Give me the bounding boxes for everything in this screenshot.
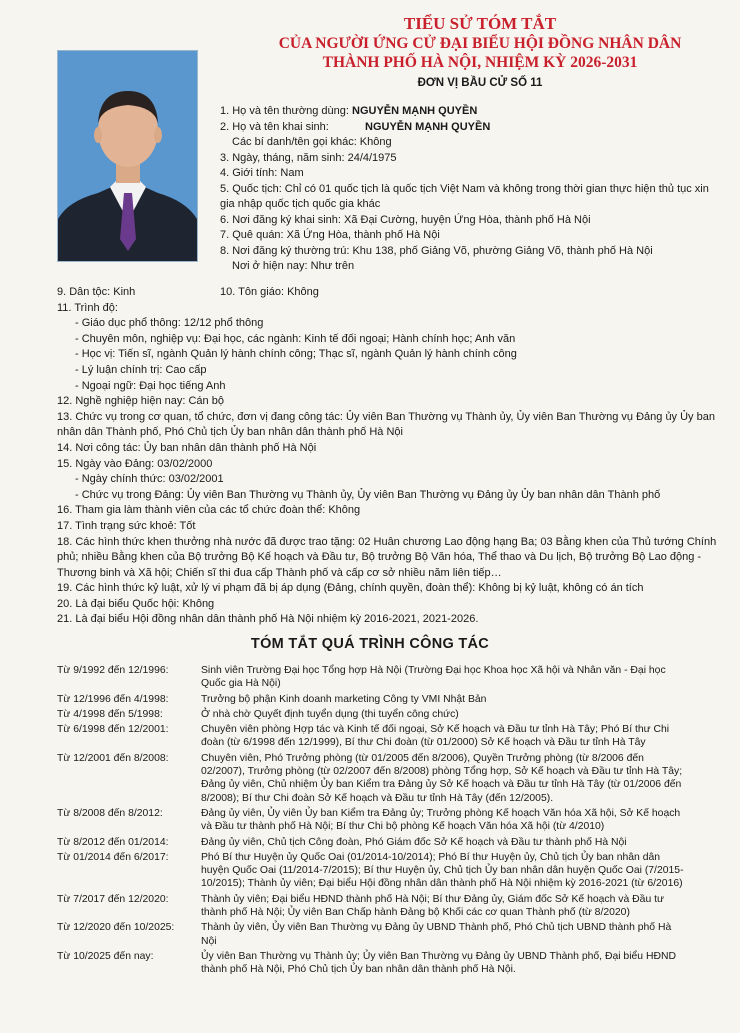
current-residence: Nơi ở hiện nay: Như trên: [232, 260, 355, 272]
timeline-period: Từ 8/2008 đến 8/2012:: [57, 807, 163, 819]
timeline-description: Thành ủy viên; Đại biểu HĐND thành phố Hà Nội; Bí thư Đảng ủy, Giám đốc Sở Kế hoạch và Đầu tư thành phố Hà Nội; Ủy viên Ban Chấp hành Đảng bộ Khối các cơ quan Thành phố (từ 8/2020): [201, 893, 664, 919]
timeline-row: [57, 664, 687, 691]
career-summary-title: TÓM TẮT QUÁ TRÌNH CÔNG TÁC: [250, 636, 490, 652]
timeline-row: [57, 851, 687, 891]
date-of-birth: 3. Ngày, tháng, năm sinh: 24/4/1975: [220, 151, 397, 164]
electoral-unit: ĐƠN VỊ BẦU CỬ SỐ 11: [417, 77, 543, 89]
timeline-period: Từ 8/2012 đến 01/2014:: [57, 836, 169, 848]
common-name-label: 1. Họ và tên thường dùng:: [220, 105, 349, 117]
hometown: 7. Quê quán: Xã Ứng Hòa, thành phố Hà Nội: [220, 229, 440, 241]
document-subtitle-2: THÀNH PHỐ HÀ NỘI, NHIỆM KỲ 2026-2031: [322, 54, 638, 71]
gender: 4. Giới tính: Nam: [220, 167, 304, 179]
personal-info-block: [220, 104, 720, 275]
academic-degree: - Học vị: Tiến sĩ, ngành Quản lý hành chính công; Thạc sĩ, ngành Quản lý hành chính công: [75, 348, 517, 361]
timeline-row: [57, 921, 687, 948]
health-status: 17. Tình trạng sức khoẻ: Tốt: [57, 519, 196, 532]
timeline-period: Từ 12/2020 đến 10/2025:: [57, 922, 175, 934]
timeline-row: [57, 893, 687, 920]
timeline-description: Đảng ủy viên, Ủy viên Ủy ban Kiểm tra Đảng ủy; Trưởng phòng Kế hoạch Văn hóa Xã hội, Sở Kế hoạch và Đầu tư thành phố Hà Nội; Bí thư Chi bộ phòng Kế hoạch Văn hóa Xã hội (từ 4/2010): [201, 807, 681, 833]
timeline-description: Thành ủy viên, Ủy viên Ban Thường vụ Đảng ủy UBND Thành phố, Phó Chủ tịch UBND thành phố Hà Nội: [201, 922, 672, 947]
current-occupation: 12. Nghề nghiệp hiện nay: Cán bộ: [57, 395, 224, 408]
permanent-residence: 8. Nơi đăng ký thường trú: Khu 138, phố Giảng Võ, phường Giảng Võ, thành phố Hà Nội: [220, 244, 653, 257]
national-assembly-member: 20. Là đại biểu Quốc hội: Không: [57, 597, 215, 610]
birth-registration-place: 6. Nơi đăng ký khai sinh: Xã Đại Cường, huyện Ứng Hòa, thành phố Hà Nội: [220, 213, 591, 226]
timeline-row: [57, 807, 687, 834]
education-heading: 11. Trình độ:: [57, 301, 118, 314]
workplace: 14. Nơi công tác: Ủy ban nhân dân thành phố Hà Nội: [57, 441, 317, 454]
timeline-period: Từ 9/1992 đến 12/1996:: [57, 665, 169, 676]
birth-name-value: NGUYỄN MẠNH QUYỀN: [365, 120, 491, 133]
awards: 18. Các hình thức khen thưởng nhà nước đã được trao tặng: 02 Huân chương Lao động hạng Ba; 03 Bằng khen của Thủ tướng Chính phủ; nhiều Bằng khen của Bộ trưởng Bộ Kế hoạch và Đầu tư, Bộ trưởng Bộ Văn hóa, Thể thao và Du lịch, Bộ trưởng Bộ Lao động - Thương binh và Xã hội; Chiến sĩ thi đua cấp Thành phố và cấp cơ sở nhiều năm liên tiếp…: [57, 535, 717, 579]
timeline-period: Từ 10/2025 đến nay:: [57, 950, 154, 962]
foreign-language: - Ngoại ngữ: Đại học tiếng Anh: [75, 379, 226, 392]
timeline-row: [57, 836, 687, 849]
candidate-portrait-photo: [57, 50, 198, 262]
current-position: 13. Chức vụ trong cơ quan, tổ chức, đơn vị đang công tác: Ủy viên Ban Thường vụ Thành ủy, Ủy viên Ban Thường vụ Đảng ủy Ủy ban nhân dân Thành phố, Phó Chủ tịch Ủy ban nhân dân thành phố Hà Nội: [57, 410, 715, 439]
common-name-value: NGUYỄN MẠNH QUYỀN: [352, 105, 478, 117]
timeline-description: Chuyên viên phòng Hợp tác và Kinh tế đối ngoại, Sở Kế hoạch và Đầu tư tỉnh Hà Tây; Phó Bí thư Chi đoàn (từ 6/1998 đến 12/1999), Bí thư Chi đoàn (từ 01/2000) Sở Kế hoạch và Đầu tư tỉnh Hà Tây: [201, 724, 670, 749]
religion: 10. Tôn giáo: Không: [220, 286, 319, 298]
council-membership: 21. Là đại biểu Hội đồng nhân dân thành phố Hà Nội nhiệm kỳ 2016-2021, 2021-2026.: [57, 613, 479, 626]
document-title: TIỂU SỬ TÓM TẮT: [403, 14, 557, 33]
party-position: - Chức vụ trong Đảng: Ủy viên Ban Thường vụ Thành ủy, Ủy viên Ban Thường vụ Đảng ủy Ủy ban nhân dân Thành phố: [75, 488, 661, 501]
career-timeline: [57, 664, 687, 979]
birth-name-label: 2. Họ và tên khai sinh:: [220, 120, 329, 133]
party-admission-date: 15. Ngày vào Đảng: 03/02/2000: [57, 457, 213, 470]
professional-qualification: - Chuyên môn, nghiệp vụ: Đại học, các ngành: Kinh tế đối ngoại; Hành chính học; Anh văn: [75, 332, 516, 345]
document-header: [240, 14, 720, 92]
official-party-date: - Ngày chính thức: 03/02/2001: [75, 473, 224, 486]
timeline-period: Từ 12/2001 đến 8/2008:: [57, 752, 169, 764]
timeline-period: Từ 7/2017 đến 12/2020:: [57, 893, 169, 905]
timeline-description: Sinh viên Trường Đại học Tổng hợp Hà Nội (Trường Đại học Khoa học Xã hội và Nhân văn - Đại học Quốc gia Hà Nội): [201, 665, 666, 690]
timeline-period: Từ 4/1998 đến 5/1998:: [57, 708, 163, 720]
timeline-description: Ở nhà chờ Quyết định tuyển dụng (thi tuyển công chức): [201, 708, 459, 720]
political-theory: - Lý luận chính trị: Cao cấp: [75, 363, 207, 376]
timeline-description: Phó Bí thư Huyện ủy Quốc Oai (01/2014-10/2014); Phó Bí thư Huyện ủy, Chủ tịch Ủy ban nhân dân huyện Quốc Oai (11/2014-7/2015); Bí thư Huyện ủy, Chủ tịch Ủy ban nhân dân huyện Quốc Oai (7/2015-10/2015); Thành ủy viên; Đại biểu Hội đồng nhân dân thành phố Hà Nội nhiệm kỳ 2016-2021 (từ 6/2016): [201, 851, 684, 890]
portrait-illustration: [58, 51, 197, 261]
timeline-row: [57, 723, 687, 750]
timeline-description: Trưởng bộ phận Kinh doanh marketing Công ty VMI Nhật Bản: [201, 693, 487, 705]
disciplinary-record: 19. Các hình thức kỷ luật, xử lý vi phạm đã bị áp dụng (Đảng, chính quyền, đoàn thể): Không bị kỷ luật, không có án tích: [57, 582, 644, 595]
general-education: - Giáo dục phổ thông: 12/12 phổ thông: [75, 317, 264, 330]
document-subtitle-1: CỦA NGƯỜI ỨNG CỬ ĐẠI BIỂU HỘI ĐỒNG NHÂN DÂN: [278, 35, 682, 52]
nationality: 5. Quốc tịch: Chỉ có 01 quốc tịch là quốc tịch Việt Nam và không trong thời gian thực hiện thủ tục xin gia nhập quốc tịch quốc gia khác: [220, 182, 709, 210]
timeline-row: [57, 950, 687, 977]
timeline-row: [57, 752, 687, 805]
details-list: [57, 285, 727, 628]
timeline-description: Đảng ủy viên, Chủ tịch Công đoàn, Phó Giám đốc Sở Kế hoạch và Đầu tư thành phố Hà Nội: [201, 836, 627, 848]
organization-membership: 16. Tham gia làm thành viên của các tổ chức đoàn thể: Không: [57, 504, 361, 517]
timeline-description: Ủy viên Ban Thường vụ Thành ủy; Ủy viên Ban Thường vụ Đảng ủy UBND Thành phố, Đại biểu HĐND thành phố Hà Nội, Phó Chủ tịch Ủy ban nhân dân thành phố Hà Nội.: [201, 950, 676, 976]
timeline-description: Chuyên viên, Phó Trưởng phòng (từ 01/2005 đến 8/2006), Quyền Trưởng phòng (từ 8/2006 đến 02/2007), Trưởng phòng (từ 02/2007 đến 8/2008) phòng Tổng hợp, Sở Kế hoạch và Đầu tư tỉnh Hà Tây; Đảng ủy viên, Chủ nhiệm Ủy ban Kiểm tra Đảng ủy Sở Kế hoạch và Đầu tư tỉnh Hà Tây (từ 01/2006 đến 8/2008); Bí thư Chi đoàn Sở Kế hoạch và Đầu tư tỉnh Hà Tây (đến 12/2005).: [201, 752, 683, 804]
timeline-period: Từ 01/2014 đến 6/2017:: [57, 851, 169, 863]
ethnicity: 9. Dân tộc: Kinh: [57, 286, 136, 298]
timeline-row: [57, 693, 687, 706]
aliases: Các bí danh/tên gọi khác: Không: [232, 136, 392, 148]
timeline-period: Từ 6/1998 đến 12/2001:: [57, 724, 169, 736]
timeline-period: Từ 12/1996 đến 4/1998:: [57, 693, 169, 705]
timeline-row: [57, 708, 687, 721]
